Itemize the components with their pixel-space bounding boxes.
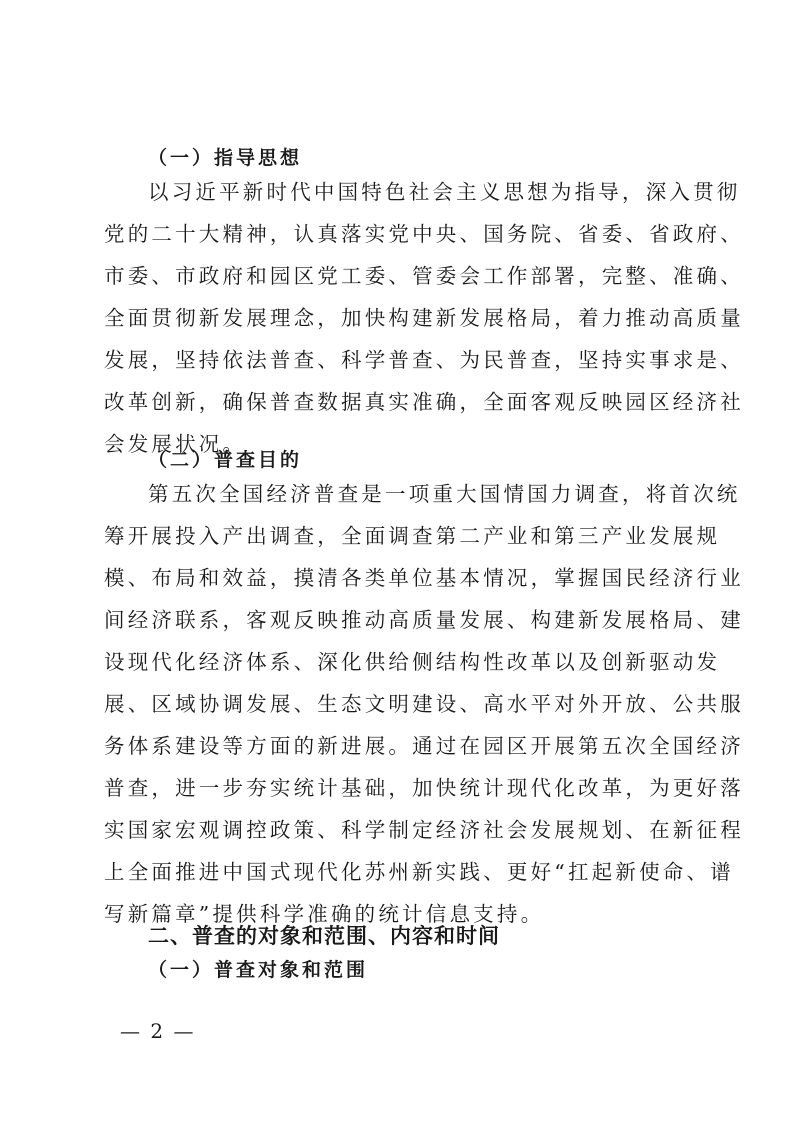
section-heading-guiding-thought: （一）指导思想	[148, 147, 303, 169]
paragraph-line: 普查，进一步夯实统计基础，加快统计现代化改革，为更好落	[104, 776, 744, 800]
paragraph-line: 筹开展投入产出调查，全面调查第二产业和第三产业发展规	[104, 524, 721, 548]
paragraph-line: 上全面推进中国式现代化苏州新实践、更好“扛起新使命、谱	[104, 860, 734, 884]
paragraph-line: 设现代化经济体系、深化供给侧结构性改革以及创新驱动发	[104, 650, 721, 674]
paragraph-line: 展、区域协调发展、生态文明建设、高水平对外开放、公共服	[104, 692, 744, 716]
paragraph-line: 会发展状况。	[104, 432, 247, 456]
section-heading-census-objects: （一）普查对象和范围	[148, 959, 369, 981]
paragraph-line: 实国家宏观调控政策、科学制定经济社会发展规划、在新征程	[104, 818, 744, 842]
paragraph-line: 全面贯彻新发展理念，加快构建新发展格局，着力推动高质量	[104, 306, 744, 330]
paragraph-line: 务体系建设等方面的新进展。通过在园区开展第五次全国经济	[104, 734, 744, 758]
paragraph-line: 模、布局和效益，摸清各类单位基本情况，掌握国民经济行业	[104, 566, 744, 590]
paragraph-line: 发展，坚持依法普查、科学普查、为民普查，坚持实事求是、	[104, 348, 744, 372]
paragraph-line: 间经济联系，客观反映推动高质量发展、构建新发展格局、建	[104, 608, 744, 632]
paragraph-line: 改革创新，确保普查数据真实准确，全面客观反映园区经济社	[104, 390, 744, 414]
main-heading-census-scope: 二、普查的对象和范围、内容和时间	[148, 924, 500, 948]
paragraph-line: 第五次全国经济普查是一项重大国情国力调查，将首次统	[148, 482, 741, 506]
paragraph-line: 市委、市政府和园区党工委、管委会工作部署，完整、准确、	[104, 264, 744, 288]
paragraph-line: 写新篇章”提供科学准确的统计信息支持。	[104, 902, 545, 926]
page-number: — 2 —	[120, 1019, 196, 1043]
paragraph-line: 以习近平新时代中国特色社会主义思想为指导，深入贯彻	[148, 180, 741, 204]
section-heading-census-purpose: （二）普查目的	[148, 449, 303, 471]
paragraph-line: 党的二十大精神，认真落实党中央、国务院、省委、省政府、	[104, 222, 744, 246]
